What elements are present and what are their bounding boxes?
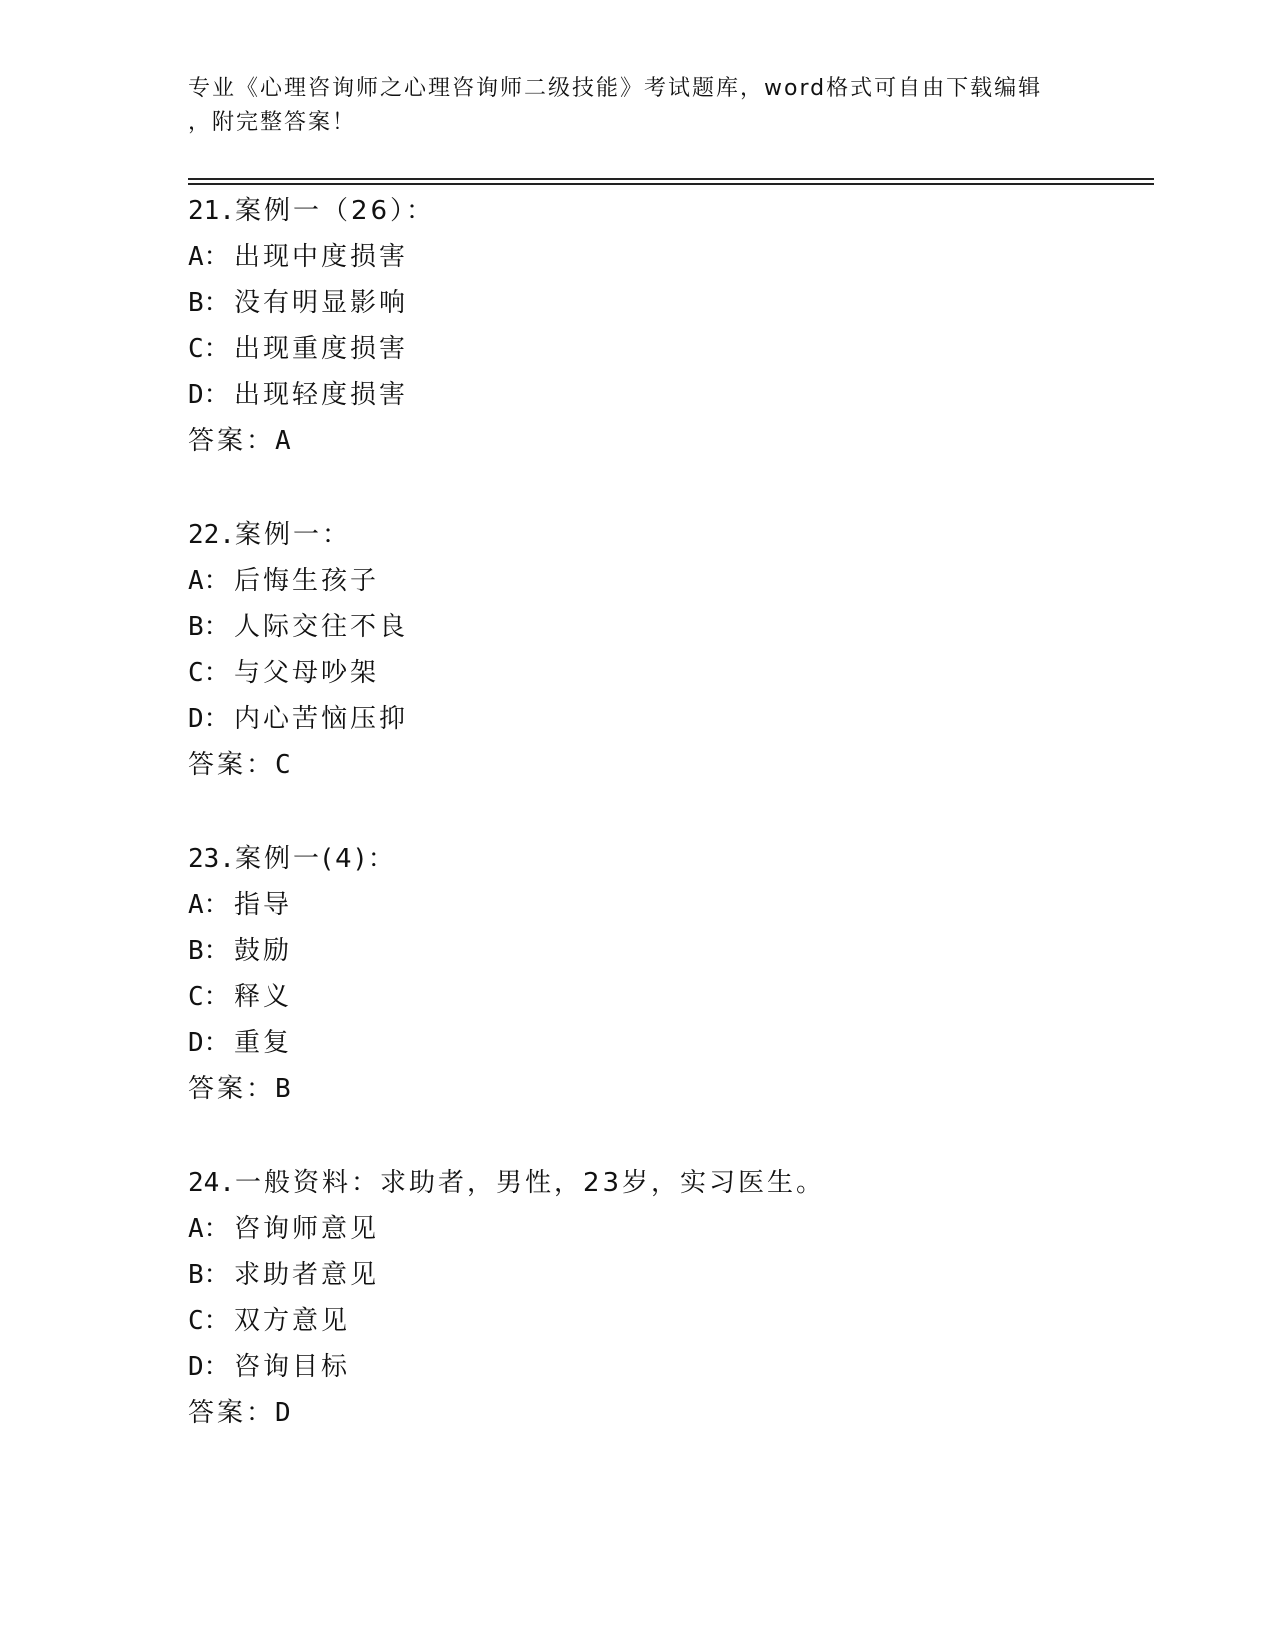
option-text: 与父母吵架 — [234, 658, 380, 688]
question-text: 案例一（26）： — [234, 196, 436, 226]
option-d — [188, 696, 1154, 742]
answer-value: A — [275, 426, 291, 456]
question-number: 23. — [188, 844, 235, 874]
option-key: D： — [188, 704, 230, 734]
document-header — [188, 72, 1088, 140]
option-key: D： — [188, 380, 230, 410]
option-key: B： — [188, 1260, 230, 1290]
header-line-1: 专业《心理咨询师之心理咨询师二级技能》考试题库，word格式可自由下载编辑 — [188, 76, 1043, 101]
option-text: 咨询目标 — [234, 1352, 351, 1382]
option-text: 释义 — [234, 982, 293, 1012]
answer-line — [188, 418, 1154, 464]
answer-line — [188, 742, 1154, 788]
option-c — [188, 650, 1154, 696]
option-text: 内心苦恼压抑 — [234, 704, 409, 734]
option-key: D： — [188, 1352, 230, 1382]
question-title — [188, 1160, 1154, 1206]
option-key: C： — [188, 658, 230, 688]
option-d — [188, 1344, 1154, 1390]
option-key: C： — [188, 1306, 230, 1336]
question-title — [188, 836, 1154, 882]
option-key: A： — [188, 1214, 230, 1244]
answer-label: 答案： — [188, 750, 276, 780]
option-d — [188, 372, 1154, 418]
answer-line — [188, 1066, 1154, 1112]
answer-value: C — [275, 750, 291, 780]
option-key: D： — [188, 1028, 230, 1058]
option-key: A： — [188, 890, 230, 920]
option-a — [188, 882, 1154, 928]
option-c — [188, 974, 1154, 1020]
option-key: A： — [188, 566, 230, 596]
answer-line — [188, 1390, 1154, 1436]
option-text: 咨询师意见 — [234, 1214, 380, 1244]
header-rule-bottom — [188, 183, 1154, 185]
option-key: B： — [188, 612, 230, 642]
option-c — [188, 326, 1154, 372]
question-23 — [188, 836, 1154, 1112]
option-b — [188, 1252, 1154, 1298]
option-text: 双方意见 — [234, 1306, 351, 1336]
answer-label: 答案： — [188, 426, 276, 456]
question-list — [188, 188, 1154, 1484]
question-text: 案例一(4)： — [234, 844, 397, 874]
option-text: 求助者意见 — [234, 1260, 380, 1290]
question-text: 一般资料：求助者，男性，23岁，实习医生。 — [234, 1168, 826, 1198]
option-text: 出现轻度损害 — [234, 380, 409, 410]
option-a — [188, 234, 1154, 280]
option-a — [188, 558, 1154, 604]
question-number: 22. — [188, 520, 235, 550]
question-number: 24. — [188, 1168, 235, 1198]
header-line-2: ，附完整答案！ — [188, 110, 357, 135]
option-text: 人际交往不良 — [234, 612, 409, 642]
question-text: 案例一： — [234, 520, 351, 550]
option-text: 没有明显影响 — [234, 288, 409, 318]
option-key: A： — [188, 242, 230, 272]
question-22 — [188, 512, 1154, 788]
option-b — [188, 604, 1154, 650]
question-title — [188, 512, 1154, 558]
option-text: 重复 — [234, 1028, 293, 1058]
option-text: 后悔生孩子 — [234, 566, 380, 596]
option-text: 出现中度损害 — [234, 242, 409, 272]
option-b — [188, 280, 1154, 326]
option-text: 指导 — [234, 890, 293, 920]
option-key: B： — [188, 288, 230, 318]
option-d — [188, 1020, 1154, 1066]
answer-value: D — [275, 1398, 291, 1428]
option-key: C： — [188, 334, 230, 364]
question-24 — [188, 1160, 1154, 1436]
question-title — [188, 188, 1154, 234]
question-21 — [188, 188, 1154, 464]
option-b — [188, 928, 1154, 974]
answer-value: B — [275, 1074, 291, 1104]
option-key: B： — [188, 936, 230, 966]
answer-label: 答案： — [188, 1398, 276, 1428]
option-a — [188, 1206, 1154, 1252]
option-text: 鼓励 — [234, 936, 293, 966]
header-rule-top — [188, 178, 1154, 180]
answer-label: 答案： — [188, 1074, 276, 1104]
question-number: 21. — [188, 196, 235, 226]
option-key: C： — [188, 982, 230, 1012]
option-c — [188, 1298, 1154, 1344]
option-text: 出现重度损害 — [234, 334, 409, 364]
